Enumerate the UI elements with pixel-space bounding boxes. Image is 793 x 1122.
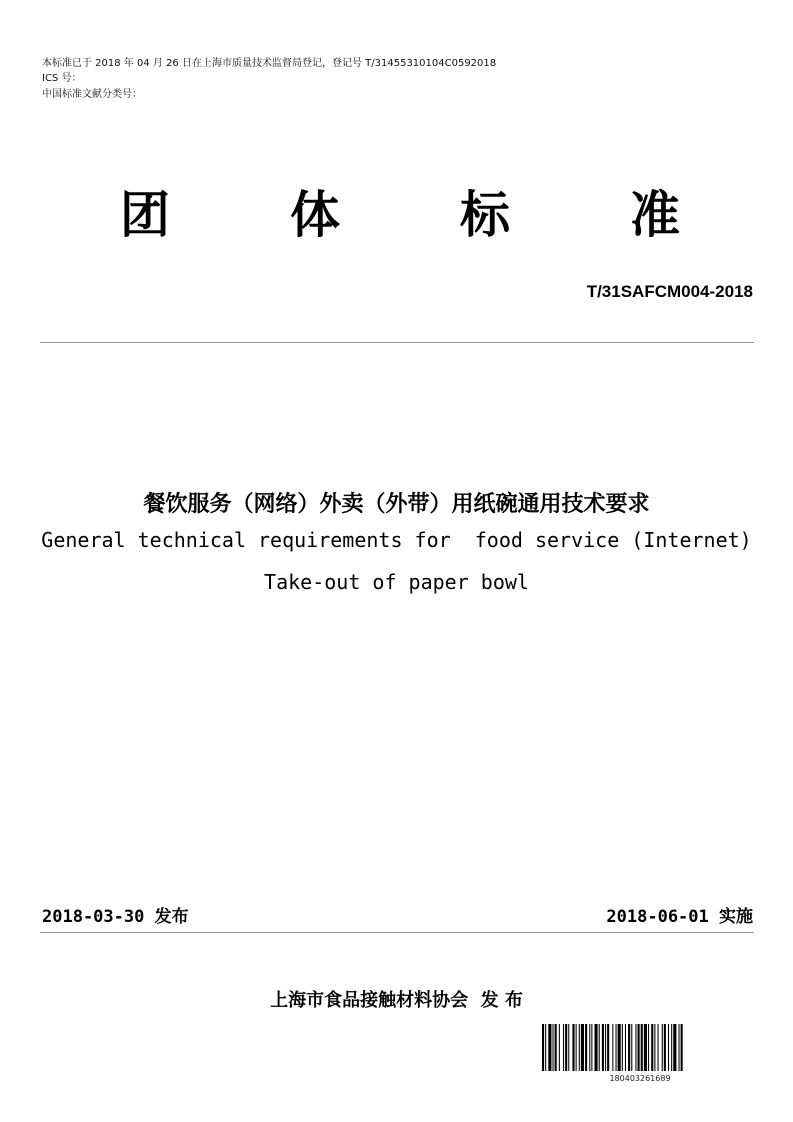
barcode-number: 180403261689 (609, 1074, 671, 1083)
main-title-char: 团 (120, 186, 170, 244)
implement-date: 2018-06-01 实施 (606, 907, 753, 927)
document-title-chinese: 餐饮服务（网络）外卖（外带）用纸碗通用技术要求 (143, 492, 650, 517)
main-title (120, 180, 680, 242)
main-title-char: 标 (460, 186, 510, 244)
document-title-english-line1: General technical requirements for food service (Internet) (41, 528, 752, 552)
standard-number: T/31SAFCM004-2018 (586, 282, 753, 301)
top-divider (40, 342, 754, 343)
main-title-char: 准 (630, 186, 680, 244)
bottom-divider (40, 932, 754, 933)
ccs-label: 中国标准文献分类号： (42, 89, 142, 100)
publish-date: 2018-03-30 发布 (42, 907, 189, 927)
publisher: 上海市食品接触材料协会 发 布 (270, 990, 523, 1011)
barcode-image (542, 1024, 738, 1071)
document-title-english-line2: Take-out of paper bowl (264, 570, 529, 594)
ics-label: ICS 号： (42, 73, 82, 84)
main-title-char: 体 (290, 186, 340, 244)
registration-note: 本标准已于 2018 年 04 月 26 日在上海市质量技术监督局登记，登记号 T/31455310104C0592018 (42, 58, 497, 69)
